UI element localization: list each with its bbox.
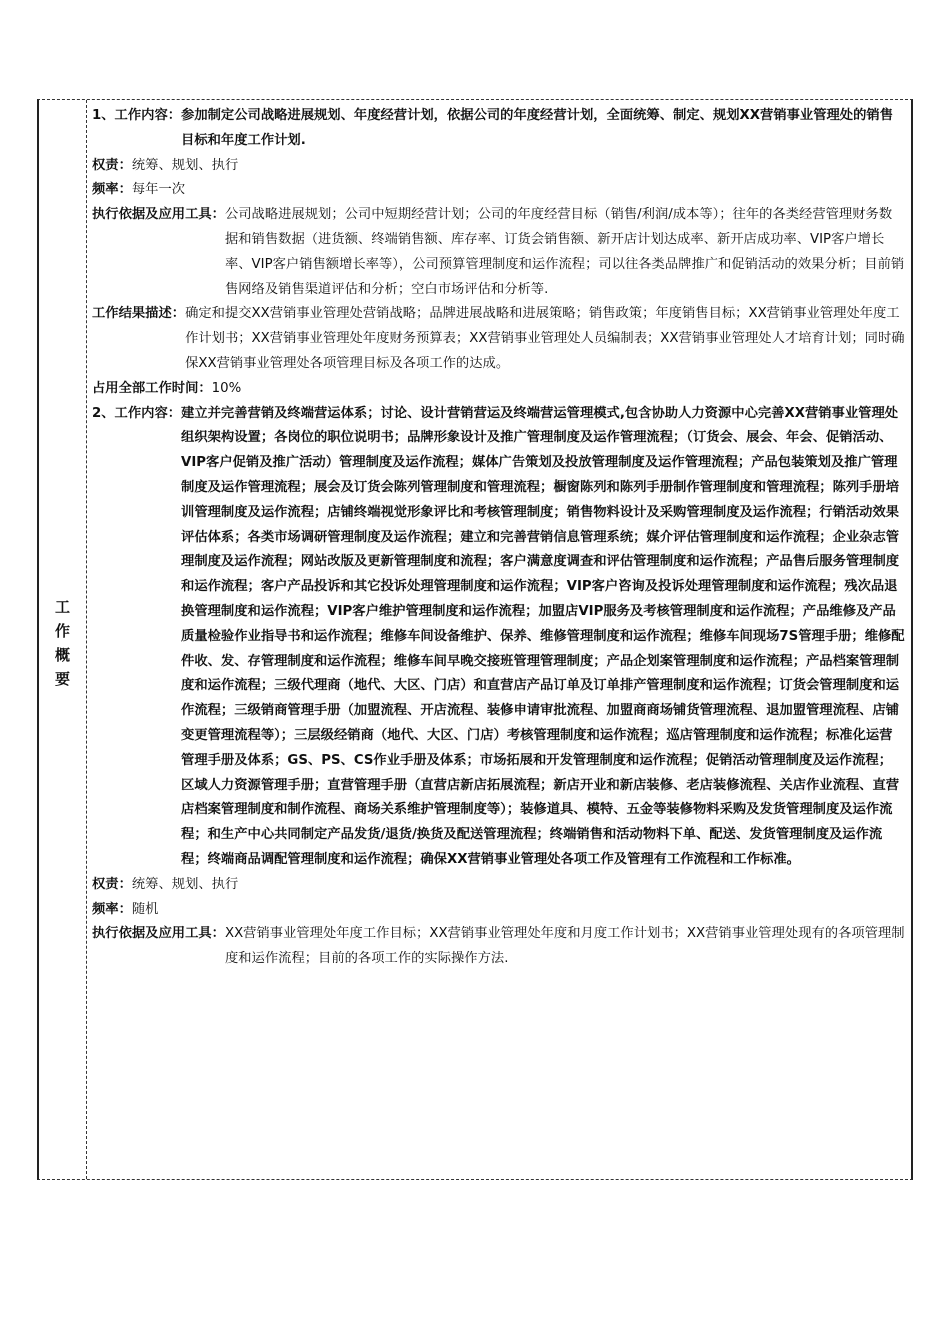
section-title <box>39 595 86 691</box>
job-content-cell <box>92 104 905 972</box>
item1-authority: 权责： 统筹、规划、执行 <box>92 157 239 173</box>
item1-basis: 执行依据及应用工具： 公司战略进展规划；公司中短期经营计划；公司的年度经营目标（销售/利润/成本等）；往年的各类经营管理财务数据和销售数据（进货额、终端销售额、库存率、订货会销售额、新开店计划达成率、新开店成功率、VIP客户增长率、VIP客户销售额增长率等），公司预算管理制度和运作流程；司以往各类品牌推广和促销活动的效果分析；目前销售网络及销售渠道评估和分析；空白市场评估和分析等. <box>92 207 905 297</box>
job-overview-table <box>37 99 913 1180</box>
section-title-char: 作 <box>54 622 70 640</box>
section-title-char: 概 <box>54 646 70 664</box>
item1-frequency: 频率： 每年一次 <box>92 182 186 198</box>
section-header-cell <box>39 100 87 1179</box>
section-title-char: 工 <box>54 598 70 616</box>
item2-frequency: 频率： 随机 <box>92 901 159 917</box>
item1-result: 工作结果描述： 确定和提交XX营销事业管理处营销战略；品牌进展战略和进展策略；销售政策；年度销售目标；XX营销事业管理处年度工作计划书；XX营销事业管理处年度财务预算表；XX营销事业管理处人员编制表；XX营销事业管理处人才培育计划；同时确保XX营销事业管理处各项管理目标及各项工作的达成。 <box>92 306 905 371</box>
item2-basis: 执行依据及应用工具： XX营销事业管理处年度工作目标；XX营销事业管理处年度和月度工作计划书；XX营销事业管理处现有的各项管理制度和运作流程；目前的各项工作的实际操作方法. <box>92 926 905 967</box>
item2-authority: 权责： 统筹、规划、执行 <box>92 876 239 892</box>
item2-content: 2、工作内容： 建立并完善营销及终端营运体系；讨论、设计营销营运及终端营运管理模式,包含协助人力资源中心完善XX营销事业管理处组织架构设置；各岗位的职位说明书；品牌形象设计及推广管理制度及运作管理流程；（订货会、展会、年会、促销活动、VIP客户促销及推广活动）管理制度及运作流程；媒体广告策划及投放管理制度及运作管理流程；产品包装策划及推广管理制度及运作管理流程；展会及订货会陈列管理制度和管理流程；橱窗陈列和陈列手册制作管理制度和管理流程；陈列手册培训管理制度及运作流程；店铺终端视觉形象评比和考核管理制度；销售物料设计及采购管理制度及运作流程；行销活动效果评估体系；各类市场调研管理制度及运作流程；建立和完善营销信息管理系统；媒介评估管理制度和运作流程；企业杂志管理制度及运作流程；网站改版及更新管理制度和流程；客户满意度调查和评估管理制度和运作流程；产品售后服务管理制度和运作流程；客户产品投诉和其它投诉处理管理制度和运作流程；VIP客户咨询及投诉处理管理制度和运作流程；残次品退换管理制度和运作流程；VIP客户维护管理制度和运作流程；加盟店VIP服务及考核管理制度和运作流程；产品维修及产品质量检验作业指导书和运作流程；维修车间设备维护、保养、维修管理制度和运作流程；维修车间现场7S管理手册；维修配件收、发、存管理制度和运作流程；维修车间早晚交接班管理管理制度；产品企划案管理制度和运作流程；产品档案管理制度和运作流程；三级代理商（地代、大区、门店）和直营店产品订单及订单排产管理制度和运作流程；订货会管理制度和运作流程；三级销商管理手册（加盟流程、开店流程、装修申请审批流程、加盟商商场铺货管理流程、退加盟管理流程、店铺变更管理流程等）；三层级经销商（地代、大区、门店）考核管理制度和运作流程；巡店管理制度和运作流程；标准化运营管理手册及体系；GS、PS、CS作业手册及体系；市场拓展和开发管理制度和运作流程；促销活动管理制度及运作流程；区域人力资源管理手册；直营管理手册（直营店新店拓展流程；新店开业和新店装修、老店装修流程、关店作业流程、直营店档案管理制度和制作流程、商场关系维护管理制度等）；装修道具、模特、五金等装修物料采购及发货管理制度及运作流程；和生产中心共同制定产品发货/退货/换货及配送管理流程；终端销售和活动物料下单、配送、发货管理制度及运作流程；终端商品调配管理制度和运作流程；确保XX营销事业管理处各项工作及管理有工作流程和工作标准。 <box>92 405 905 867</box>
item1-content: 1、工作内容： 参加制定公司战略进展规划、年度经营计划，依据公司的年度经营计划，全面统筹、制定、规划XX营销事业管理处的销售目标和年度工作计划. <box>92 108 893 148</box>
item1-time: 占用全部工作时间： 10% <box>92 380 242 396</box>
section-title-char: 要 <box>54 670 70 688</box>
